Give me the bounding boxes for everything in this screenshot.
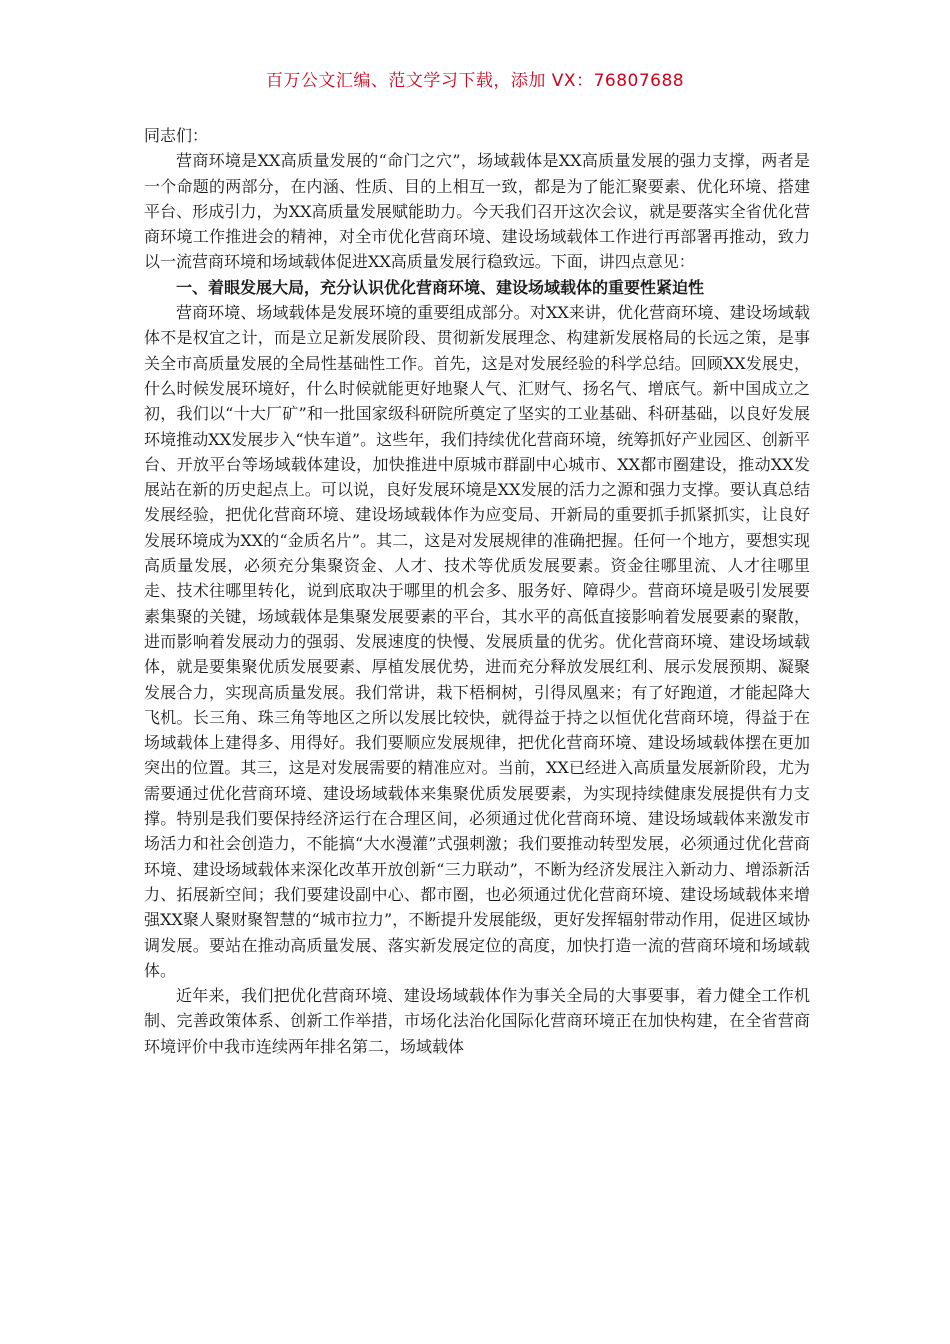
section-paragraph: 营商环境、场域载体是发展环境的重要组成部分。对XX来讲，优化营商环境、建设场域载体不是权宜之计，而是立足新发展阶段、贯彻新发展理念、构建新发展格局的长远之策，是事关全市高质量发展的全局性基础性工作。首先，这是对发展经验的科学总结。回顾XX发展史，什么时候发展环境好，什么时候就能更好地聚人气、汇财气、扬名气、增底气。新中国成立之初，我们以“十大厂矿”和一批国家级科研院所奠定了坚实的工业基础、科研基础，以良好发展环境推动XX发展步入“快车道”。这些年，我们持续优化营商环境，统筹抓好产业园区、创新平台、开放平台等场域载体建设，加快推进中原城市群副中心城市、XX都市圈建设，推动XX发展站在新的历史起点上。可以说，良好发展环境是XX发展的活力之源和强力支撑。要认真总结发展经验，把优化营商环境、建设场域载体作为应变局、开新局的重要抓手抓紧抓实，让良好发展环境成为XX的“金质名片”。其二，这是对发展规律的准确把握。任何一个地方，要想实现高质量发展，必须充分集聚资金、人才、技术等优质发展要素。资金往哪里流、人才往哪里走、技术往哪里转化，说到底取决于哪里的机会多、服务好、障碍少。营商环境是吸引发展要素集聚的关键，场域载体是集聚发展要素的平台，其水平的高低直接影响着发展要素的聚散，进而影响着发展动力的强弱、发展速度的快慢、发展质量的优劣。优化营商环境、建设场域载体，就是要集聚优质发展要素、厚植发展优势，进而充分释放发展红利、展示发展预期、凝聚发展合力，实现高质量发展。我们常讲，栽下梧桐树，引得凤凰来；有了好跑道，才能起降大飞机。长三角、珠三角等地区之所以发展比较快，就得益于持之以恒优化营商环境，得益于在场域载体上建得多、用得好。我们要顺应发展规律，把优化营商环境、建设场域载体摆在更加突出的位置。其三，这是对发展需要的精准应对。当前，XX已经进入高质量发展新阶段，尤为需要通过优化营商环境、建设场域载体来集聚优质发展要素，为实现持续健康发展提供有力支撑。特别是我们要保持经济运行在合理区间，必须通过优化营商环境、建设场域载体来激发市场活力和社会创造力，不能搞“大水漫灌”式强刺激；我们要推动转型发展，必须通过优化营商环境、建设场域载体来深化改革开放创新“三力联动”，不断为经济发展注入新动力、增添新活力、拓展新空间；我们要建设副中心、都市圈，也必须通过优化营商环境、建设场域载体来增强XX聚人聚财聚智慧的“城市拉力”，不断提升发展能级，更好发挥辐射带动作用，促进区域协调发展。要站在推动高质量发展、落实新发展定位的高度，加快打造一流的营商环境和场域载体。 [144, 303, 810, 980]
section-heading: 一、着眼发展大局，充分认识优化营商环境、建设场域载体的重要性紧迫性 [176, 277, 705, 297]
closing-paragraph: 近年来，我们把优化营商环境、建设场域载体作为事关全局的大事要事，着力健全工作机制、完善政策体系、创新工作举措，市场化法治化国际化营商环境正在加快构建，在全省营商环境评价中我市连续两年排名第二，场域载体 [144, 986, 810, 1056]
document-body [144, 123, 810, 1059]
salutation: 同志们： [144, 126, 209, 145]
header-banner: 百万公文汇编、范文学习下载，添加 VX：76807688 [265, 71, 685, 91]
intro-paragraph: 营商环境是XX高质量发展的“命门之穴”，场域载体是XX高质量发展的强力支撑，两者是一个命题的两部分，在内涵、性质、目的上相互一致，都是为了能汇聚要素、优化环境、搭建平台、形成引力，为XX高质量发展赋能助力。今天我们召开这次会议，就是要落实全省优化营商环境工作推进会的精神，对全市优化营商环境、建设场域载体工作进行再部署再推动，致力以一流营商环境和场域载体促进XX高质量发展行稳致远。下面，讲四点意见： [144, 151, 810, 272]
